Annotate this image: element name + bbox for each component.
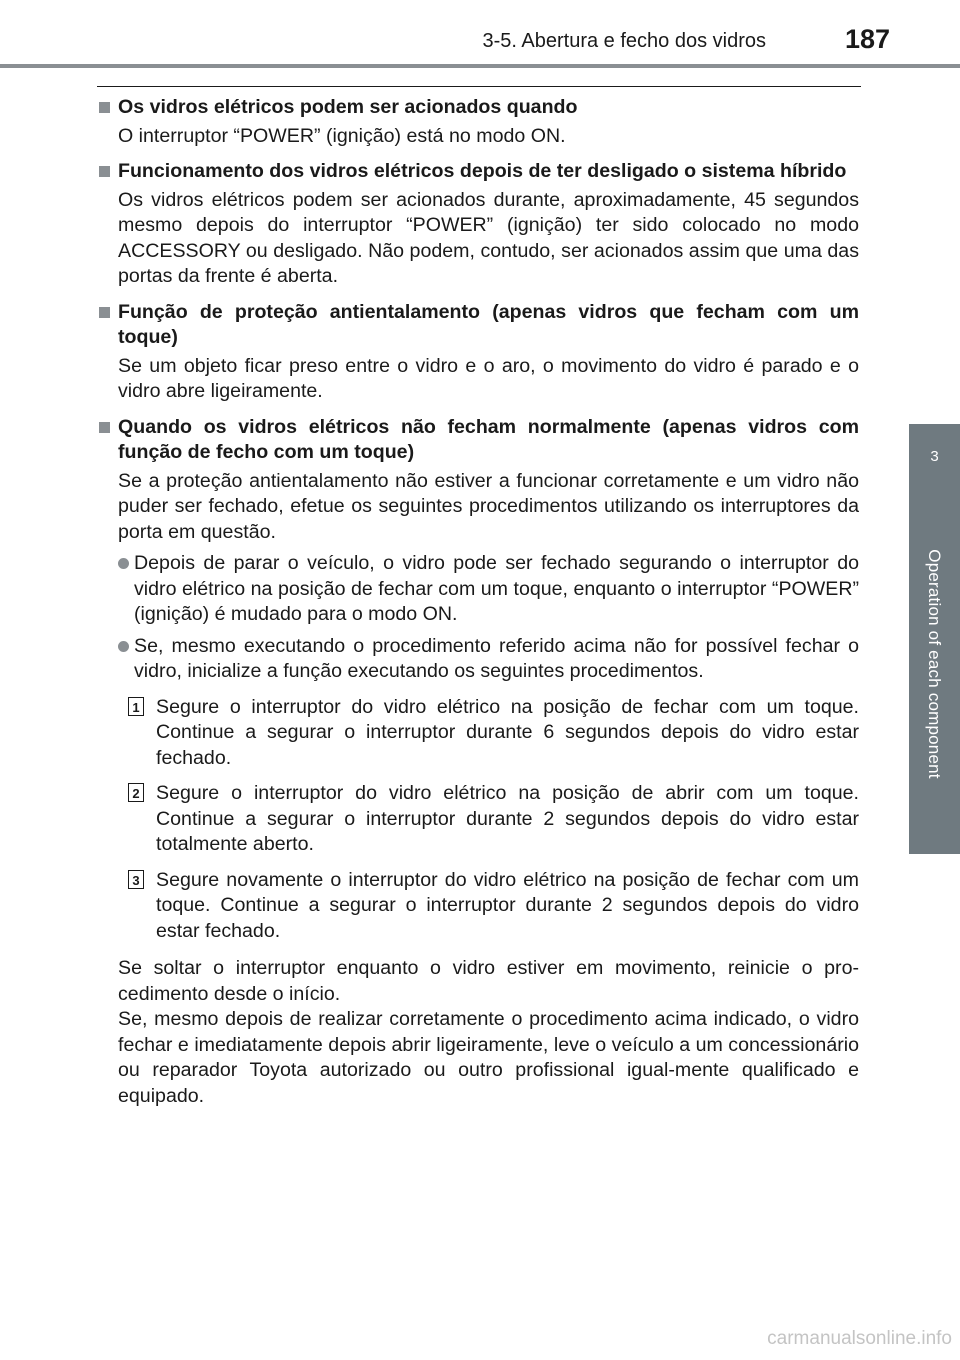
section-not-closing [97, 415, 859, 1110]
round-bullet-icon [118, 558, 129, 569]
step-item [97, 781, 859, 858]
section-after-shutdown [97, 159, 859, 290]
section-power-mode [97, 95, 859, 149]
section-title: 3-5. Abertura e fecho dos vidros [482, 30, 766, 52]
square-bullet-icon [99, 102, 110, 113]
square-bullet-icon [99, 422, 110, 433]
step-number: 1 [128, 697, 144, 716]
section-jam-protection [97, 300, 859, 405]
step-item [97, 868, 859, 945]
step-number: 2 [128, 783, 144, 802]
closing-paragraph: Se, mesmo depois de realizar corretamente o procedimento acima indicado, o vidro fechar e imediatamente depois abrir ligeiramente, leve o veículo a um concessionário ou reparador Toyota autorizado ou outro profissional igual-mente qualificado e equipado. [118, 1008, 859, 1107]
watermark: carmanualsonline.info [767, 1328, 952, 1349]
bullet-text: Se, mesmo executando o procedimento referido acima não for possível fechar o vidro, inicialize a função executando os seguintes procedimentos. [134, 634, 859, 682]
closing-note [97, 956, 859, 1109]
section-heading [97, 415, 859, 466]
chapter-label: Operation of each component [925, 549, 944, 779]
header-rule [0, 64, 960, 68]
square-bullet-icon [99, 166, 110, 177]
chapter-number: 3 [930, 448, 939, 465]
section-heading [97, 95, 859, 121]
round-bullet-icon [118, 641, 129, 652]
page-content [97, 95, 859, 1119]
list-item [97, 634, 859, 685]
section-body: O interruptor “POWER” (ignição) está no modo ON. [118, 124, 566, 147]
step-text: Segure o interruptor do vidro elétrico na posição de fechar com um toque. Continue a segurar o interruptor durante 6 segundos depois do vidro estar fechado. [156, 695, 859, 769]
section-heading [97, 300, 859, 351]
step-number: 3 [128, 870, 144, 889]
heading-text: Quando os vidros elétricos não fecham normalmente (apenas vidros com função de fecho com um toque) [118, 415, 859, 463]
heading-text: Funcionamento dos vidros elétricos depois de ter desligado o sistema híbrido [118, 160, 847, 182]
list-item [97, 551, 859, 628]
section-body: Se a proteção antientalamento não estiver a funcionar corretamente e um vidro não puder ser fechado, efetue os seguintes procedimentos utilizando os interruptores da porta em questão. [118, 469, 859, 543]
closing-paragraph: Se soltar o interruptor enquanto o vidro estiver em movimento, reinicie o pro-cedimento desde o início. [118, 957, 859, 1005]
section-body: Os vidros elétricos podem ser acionados durante, aproximadamente, 45 segundos mesmo depois do interruptor “POWER” (ignição) ter sido colocado no modo ACCESSORY ou desligado. Não podem, contudo, ser acionados assim que uma das portas da frente é aberta. [118, 188, 859, 287]
page-number: 187 [844, 24, 890, 54]
step-item [97, 695, 859, 772]
square-bullet-icon [99, 307, 110, 318]
bullet-text: Depois de parar o veículo, o vidro pode ser fechado segurando o interruptor do vidro elétrico na posição de fechar com um toque, enquanto o interruptor “POWER” (ignição) é mudado para o modo ON. [134, 552, 859, 625]
heading-text: Função de proteção antientalamento (apenas vidros que fecham com um toque) [118, 300, 859, 348]
heading-text: Os vidros elétricos podem ser acionados quando [118, 96, 578, 118]
step-text: Segure novamente o interruptor do vidro elétrico na posição de fechar com um toque. Continue a segurar o interruptor durante 2 segundos depois do vidro estar fechado. [156, 868, 859, 942]
step-text: Segure o interruptor do vidro elétrico na posição de abrir com um toque. Continue a segurar o interruptor durante 2 segundos depois do vidro estar totalmente aberto. [156, 782, 859, 855]
content-top-rule [97, 86, 861, 87]
chapter-side-tab [909, 424, 960, 854]
section-body: Se um objeto ficar preso entre o vidro e o aro, o movimento do vidro é parado e o vidro abre ligeiramente. [118, 354, 859, 402]
section-heading [97, 159, 859, 185]
